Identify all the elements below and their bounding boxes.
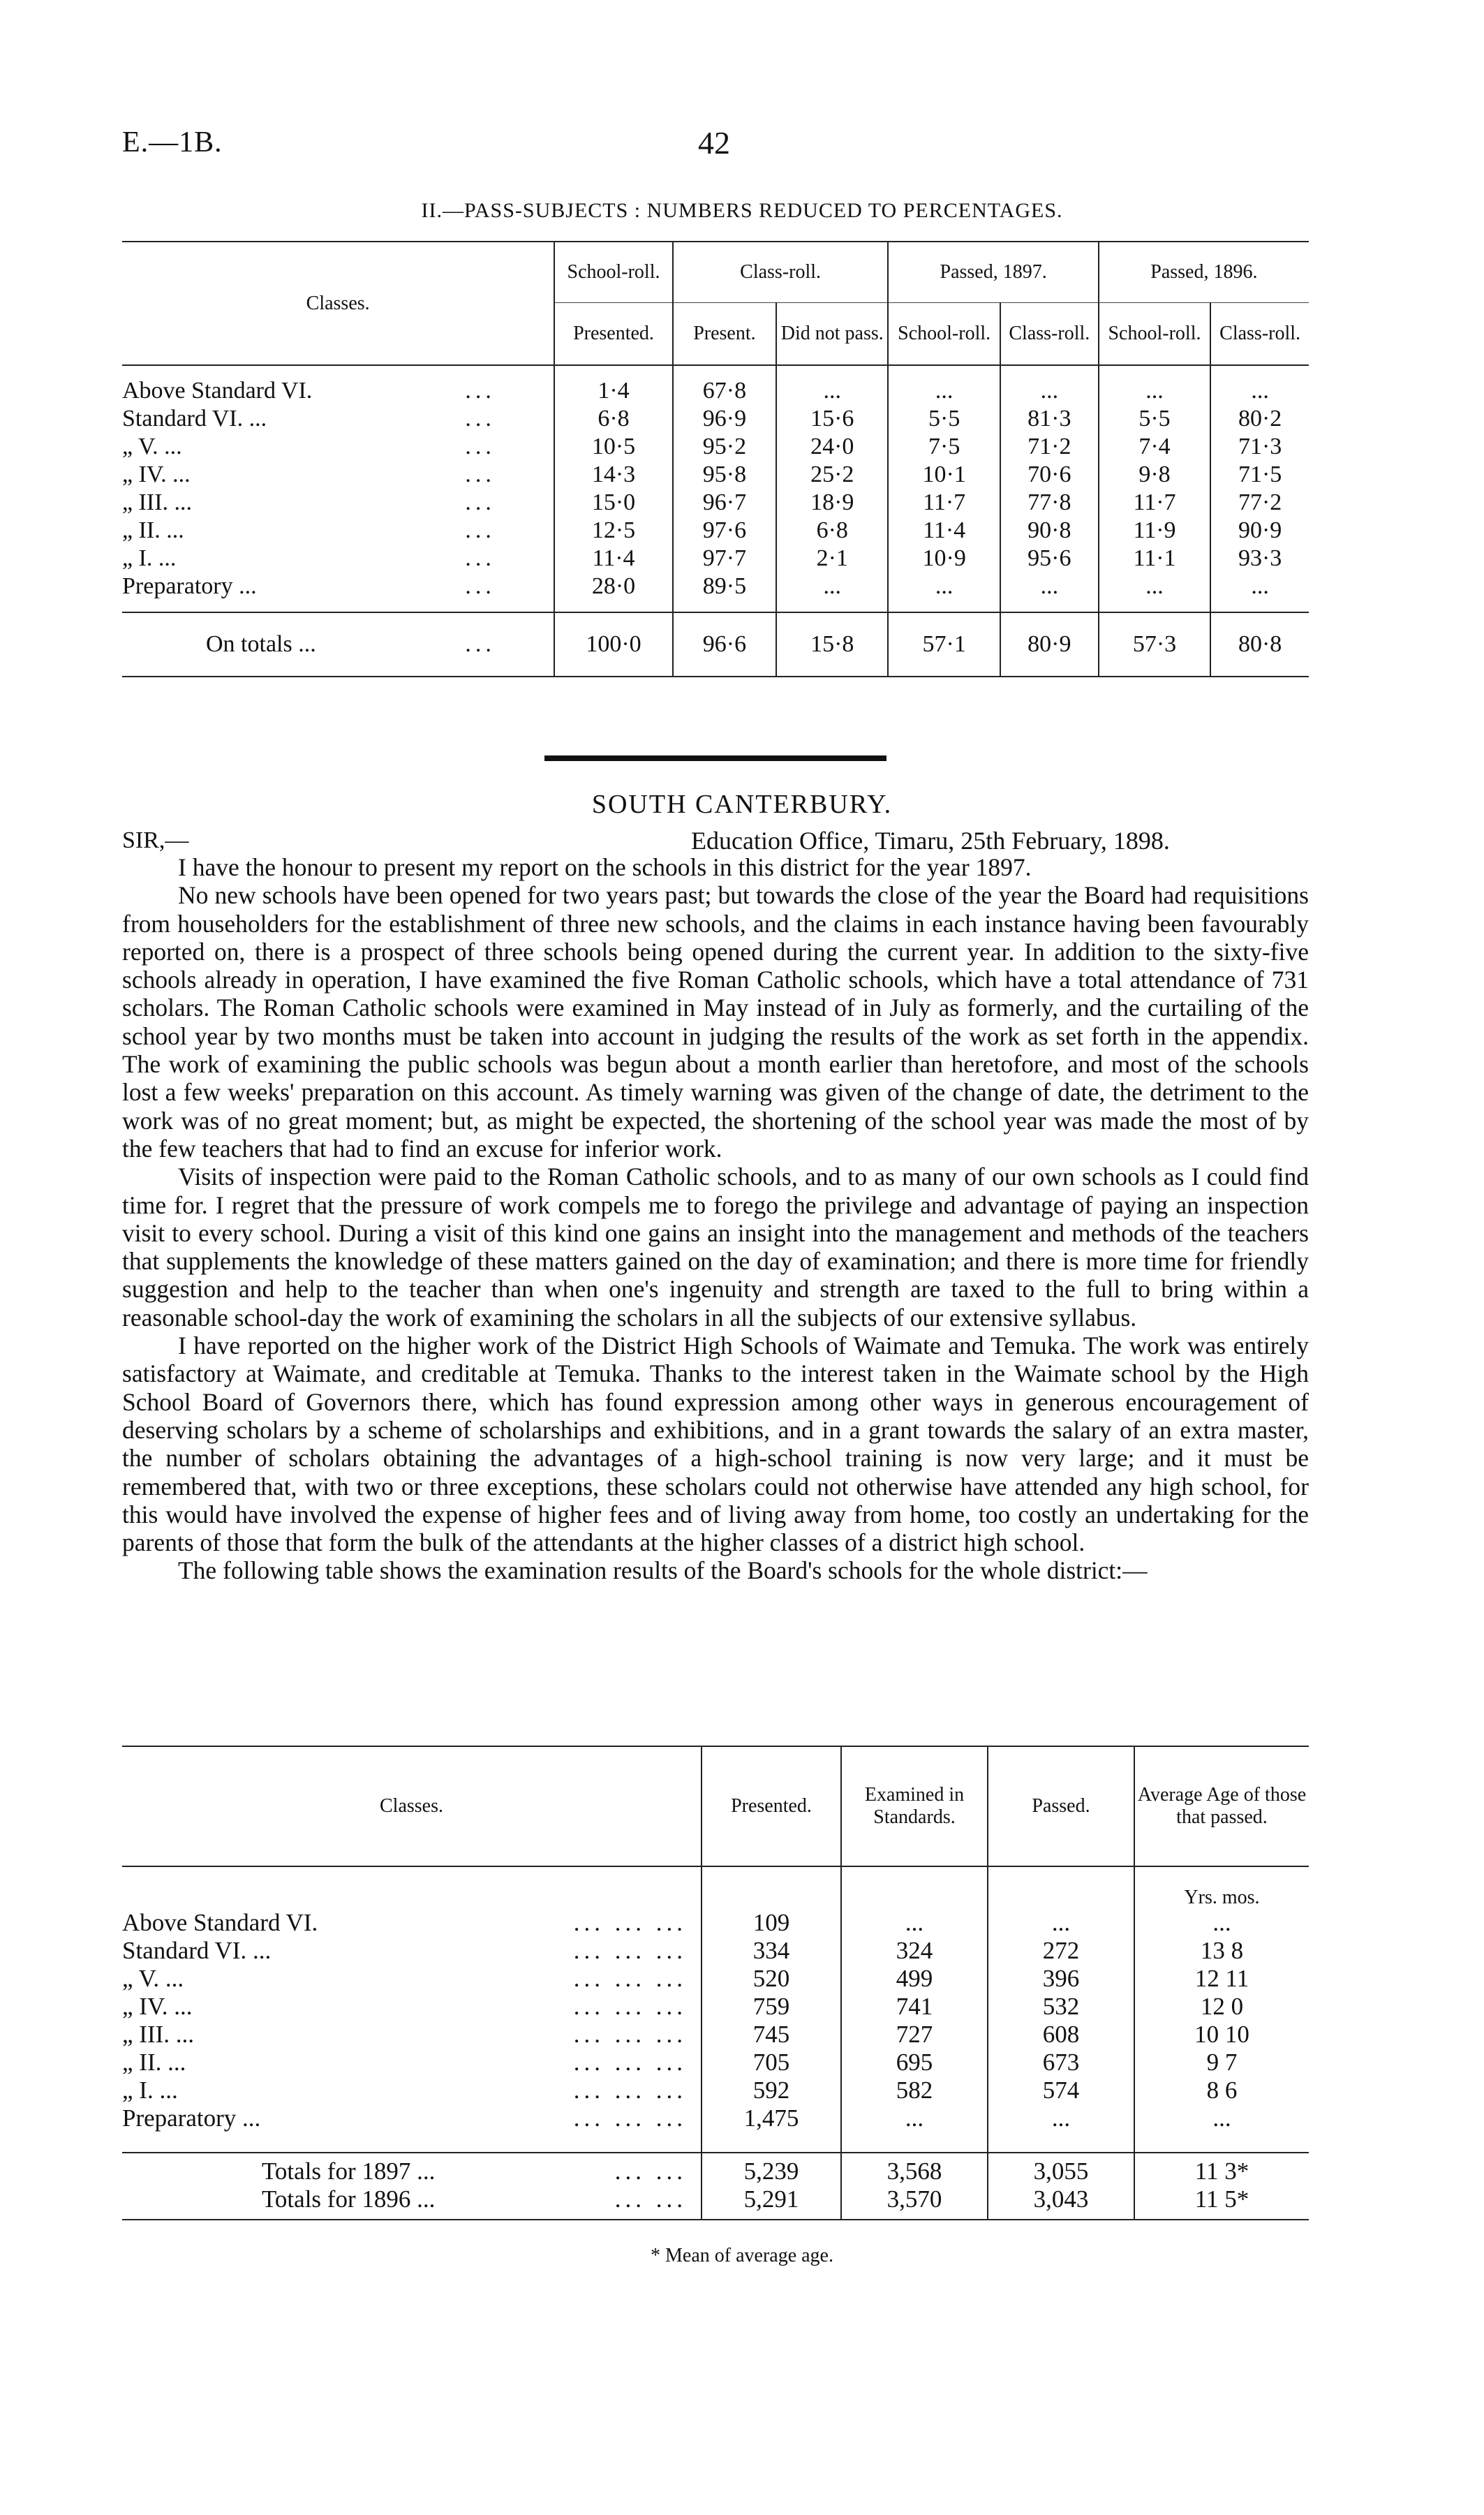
table-row: „ III. ... ... 15·0 96·7 18·9 11·7 77·8 11·7 77·2 [122, 489, 1309, 517]
table-row: „ V. ... ... 10·5 95·2 24·0 7·5 71·2 7·4 71·3 [122, 433, 1309, 461]
table-row: Standard VI. ... ... 6·8 96·9 15·6 5·5 81·3 5·5 80·2 [122, 405, 1309, 433]
table-row: „ II. ... ... ... ... 705 695 673 9 7 [122, 2049, 1309, 2077]
passed-1897-school-roll-header: School-roll. [888, 303, 1000, 366]
pass-subjects-percentages-table [122, 241, 1309, 677]
table-row: Preparatory ... ... ... ... 1,475 ... ... ... [122, 2104, 1309, 2132]
paragraph: The following table shows the examination results of the Board's schools for the whole district:— [178, 1556, 1148, 1585]
average-age-header: Average Age of those that passed. [1134, 1746, 1309, 1866]
table-row: „ V. ... ... ... ... 520 499 396 12 11 [122, 1965, 1309, 1993]
table-row: „ II. ... ... 12·5 97·6 6·8 11·4 90·8 11·9 90·9 [122, 517, 1309, 545]
table-row: Above Standard VI. ... ... ... 109 ... ... ... [122, 1909, 1309, 1937]
passed-1896-group-header: Passed, 1896. [1099, 242, 1309, 303]
passed-1896-class-roll-header: Class-roll. [1210, 303, 1309, 366]
table-totals-row: Totals for 1897 ... ... ... 5,239 3,568 3,055 11 3* [122, 2153, 1309, 2185]
paragraph: I have reported on the higher work of the District High Schools of Waimate and Temuka. The work was entirely satisfactory at Waimate, and creditable at Temuka. Thanks to the interest taken in the Waimate school by the High School Board of Governors there, which has found expression among other ways in generous encouragement of deserving scholars by a scheme of scholarships and exhibitions, and in a grant towards the salary of an extra master, the number of scholars obtaining the advantages of a high-school training is now very large; and it must be remembered that, with two or three exceptions, these scholars could not otherwise have attended any high school, for this would have involved the expense of higher fees and of living away from home, too costly an undertaking for the parents of those that form the bulk of the attendants at the higher classes of a district high school. [122, 1332, 1309, 1557]
page-number: 42 [698, 125, 730, 161]
section-divider [544, 755, 886, 761]
paragraph: I have the honour to present my report on the schools in this district for the year 1897. [178, 853, 1032, 881]
table-row: „ IV. ... ... 14·3 95·8 25·2 10·1 70·6 9·8 71·5 [122, 461, 1309, 489]
table-row: Above Standard VI. ... 1·4 67·8 ... ... ... ... ... [122, 377, 1309, 405]
table-totals-row: Totals for 1896 ... ... ... 5,291 3,570 3,043 11 5* [122, 2185, 1309, 2220]
table-row: Standard VI. ... ... ... ... 334 324 272 13 8 [122, 1937, 1309, 1965]
examination-results-table [122, 1746, 1309, 2220]
salutation: SIR,— [122, 827, 189, 853]
table1-caption: II.—PASS-SUBJECTS : NUMBERS REDUCED TO PERCENTAGES. [421, 199, 1063, 222]
table-row: „ I. ... ... 11·4 97·7 2·1 10·9 95·6 11·1 93·3 [122, 545, 1309, 573]
table-row: „ III. ... ... ... ... 745 727 608 10 10 [122, 2021, 1309, 2049]
presented-header: Presented. [554, 303, 672, 366]
document-reference: E.—1B. [122, 126, 223, 158]
footnote: * Mean of average age. [651, 2245, 833, 2266]
did-not-pass-header: Did not pass. [776, 303, 888, 366]
paragraph: Visits of inspection were paid to the Roman Catholic schools, and to as many of our own schools as I could find time for. I regret that the pressure of work compels me to forego the privilege and advantage of paying an inspection visit to every school. During a visit of this kind one gains an insight into the management and methods of the teachers that supplements the knowledge of these matters gained on the day of examination; and there is more time for friendly suggestion and help to the teacher than when one's ingenuity and strength are taxed to the full to bring within a reasonable school-day the work of examining the scholars in all the subjects of our extensive syllabus. [122, 1163, 1309, 1332]
class-roll-group-header: Class-roll. [673, 242, 889, 303]
paragraph: No new schools have been opened for two years past; but towards the close of the year the Board had requisitions from householders for the establishment of three new schools, and the claims in each instance having been favourably reported on, there is a prospect of three schools being opened during the current year. In addition to the sixty-five schools already in operation, I have examined the five Roman Catholic schools, which have a total attendance of 731 scholars. The Roman Catholic schools were examined in May instead of in July as formerly, and the curtailing of the school year by two months must be taken into account in judging the results of the work as set forth in the appendix. The work of examining the public schools was begun about a month earlier than heretofore, and most of the schools lost a few weeks' preparation on this account. As timely warning was given of the change of date, the detriment to the work was of no great moment; but, as might be expected, the shortening of the school year was made the most of by the few teachers that had to find an excuse for inferior work. [122, 881, 1309, 1163]
school-roll-group-header: School-roll. [554, 242, 672, 303]
passed-1897-class-roll-header: Class-roll. [1000, 303, 1099, 366]
dateline: Education Office, Timaru, 25th February, 1898. [691, 827, 1170, 855]
table-row: „ IV. ... ... ... ... 759 741 532 12 0 [122, 1993, 1309, 2021]
table-row: „ I. ... ... ... ... 592 582 574 8 6 [122, 2077, 1309, 2104]
section-title: SOUTH CANTERBURY. [591, 790, 893, 819]
passed-header: Passed. [988, 1746, 1134, 1866]
passed-1897-group-header: Passed, 1897. [888, 242, 1098, 303]
present-header: Present. [673, 303, 776, 366]
age-units-label: Yrs. mos. [1134, 1866, 1309, 1909]
table-totals-row: On totals ... ... 100·0 96·6 15·8 57·1 80·9 57·3 80·8 [122, 612, 1309, 677]
passed-1896-school-roll-header: School-roll. [1099, 303, 1210, 366]
report-body [122, 853, 1309, 1585]
presented-header: Presented. [702, 1746, 841, 1866]
examined-header: Examined in Standards. [841, 1746, 988, 1866]
classes-header: Classes. [122, 242, 554, 365]
classes-header: Classes. [122, 1746, 702, 1866]
table-row: Preparatory ... ... 28·0 89·5 ... ... ... ... ... [122, 573, 1309, 600]
